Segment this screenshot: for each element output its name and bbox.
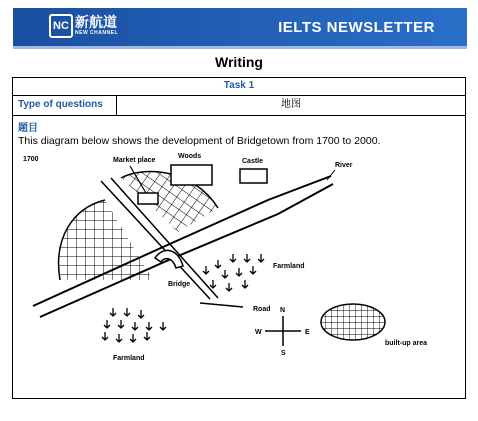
question-type-row	[13, 95, 465, 116]
woods-label: Woods	[178, 153, 202, 160]
road-branch	[200, 303, 243, 307]
castle-box	[240, 169, 267, 183]
woods-box	[171, 165, 212, 185]
road-label: Road	[253, 306, 271, 313]
market-place-box	[138, 193, 158, 204]
river-pointer	[327, 170, 335, 180]
built-up-area-legend	[319, 302, 427, 347]
farmland-left	[102, 308, 166, 342]
bridge-label: Bridge	[168, 281, 191, 288]
page-title: Writing	[215, 54, 263, 70]
compass-e: E	[305, 329, 310, 336]
market-place-label: Market place	[113, 157, 156, 164]
logo-mark: NC	[49, 14, 73, 38]
farmland-left-label: Farmland	[113, 355, 145, 362]
newsletter-header	[13, 8, 467, 49]
built-up-area-label: built-up area	[385, 340, 428, 347]
question-type-label: Type of questions	[13, 95, 117, 115]
prompt-text: This diagram below shows the development of Bridgetown from 1700 to 2000.	[18, 135, 381, 147]
compass-w: W	[255, 329, 262, 336]
compass	[255, 307, 310, 357]
prompt-label: 题目	[18, 123, 38, 134]
task-frame	[12, 77, 466, 399]
bridgetown-map-1700	[13, 148, 465, 398]
farmland-right	[203, 254, 264, 291]
castle-label: Castle	[242, 158, 264, 165]
year-label: 1700	[23, 156, 39, 163]
logo-subtext: NEW CHANNEL	[75, 30, 118, 36]
logo-text: 新航道	[75, 14, 117, 30]
river-label: River	[335, 162, 353, 169]
newsletter-title: IELTS NEWSLETTER	[278, 19, 435, 36]
compass-s: S	[281, 350, 286, 357]
farmland-right-label: Farmland	[273, 263, 305, 270]
task-label: Task 1	[13, 78, 465, 96]
compass-n: N	[280, 307, 286, 314]
question-type-value: 地图	[281, 99, 301, 110]
